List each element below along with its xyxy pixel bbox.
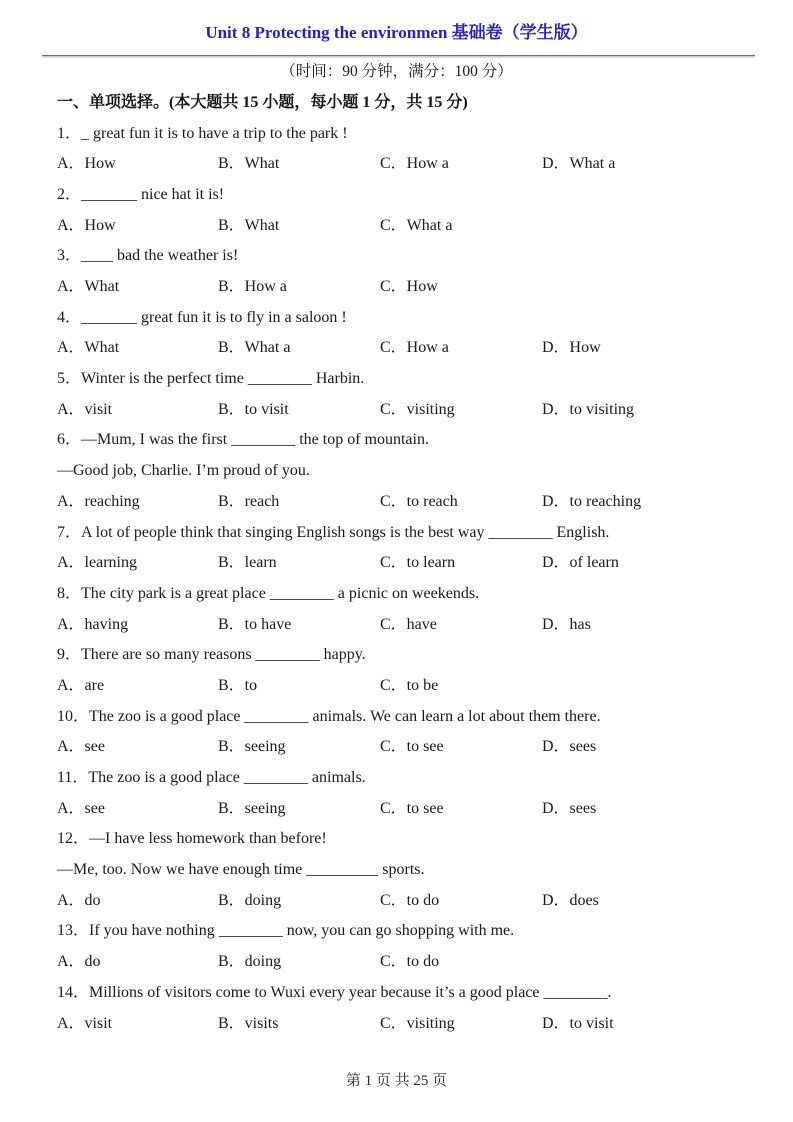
question-6-options — [57, 487, 755, 518]
question-7-option-b: B．learn — [218, 554, 277, 572]
question-13-text: 13．If you have nothing ________ now, you can go shopping with me. — [57, 922, 515, 940]
question-13-option-c: C．to do — [380, 953, 440, 971]
question-5 — [57, 364, 755, 425]
question-14-option-c: C．visiting — [380, 1014, 455, 1032]
question-4-option-d: D．How — [542, 339, 601, 357]
question-1-options — [57, 149, 755, 180]
question-11-option-b: B．seeing — [218, 799, 286, 817]
question-9-options — [57, 671, 755, 702]
question-3-text: 3．____ bad the weather is! — [57, 247, 239, 265]
question-6-option-d: D．to reaching — [542, 492, 642, 510]
question-9-text: 9．There are so many reasons ________ happy. — [57, 646, 366, 664]
question-14-option-a: A．visit — [57, 1014, 113, 1032]
question-4-option-b: B．What a — [218, 339, 291, 357]
question-9-option-c: C．to be — [380, 676, 439, 694]
question-14-option-b: B．visits — [218, 1014, 279, 1032]
question-1-option-c: C．How a — [380, 155, 449, 173]
question-5-option-b: B．to visit — [218, 400, 289, 418]
question-11-option-a: A．see — [57, 799, 105, 817]
question-9 — [57, 640, 755, 701]
question-8 — [57, 579, 755, 640]
question-9-option-a: A．are — [57, 676, 105, 694]
question-2 — [57, 180, 755, 241]
question-12-option-d: D．does — [542, 891, 599, 909]
question-1-option-a: A．How — [57, 155, 116, 173]
question-11-option-d: D．sees — [542, 799, 597, 817]
page-title: Unit 8 Protecting the environmen 基础卷（学生版） — [205, 23, 588, 42]
question-14 — [57, 978, 755, 1039]
question-13 — [57, 916, 755, 977]
question-7-option-d: D．of learn — [542, 554, 619, 572]
question-8-option-d: D．has — [542, 615, 591, 633]
question-10-text: 10．The zoo is a good place ________ animals. We can learn a lot about them there. — [57, 707, 601, 725]
question-2-option-c: C．What a — [380, 216, 453, 234]
question-10-options — [57, 732, 755, 763]
question-12-option-b: B．doing — [218, 891, 282, 909]
questions-list — [57, 119, 755, 1040]
question-9-option-b: B．to — [218, 676, 258, 694]
question-14-option-d: D．to visit — [542, 1014, 614, 1032]
question-8-text: 8．The city park is a great place ________ a picnic on weekends. — [57, 584, 480, 602]
question-4-option-c: C．How a — [380, 339, 449, 357]
question-10-option-d: D．sees — [542, 738, 597, 756]
question-12-option-a: A．do — [57, 891, 101, 909]
question-3 — [57, 241, 755, 302]
horizontal-rule — [42, 55, 755, 56]
question-1-text: 1．_ great fun it is to have a trip to the park ! — [57, 124, 348, 142]
question-1-option-b: B．What — [218, 155, 280, 173]
question-7-options — [57, 548, 755, 579]
question-4-text: 4．_______ great fun it is to fly in a saloon ! — [57, 308, 347, 326]
exam-meta-line: （时间：90 分钟，满分：100 分） — [280, 63, 513, 80]
section-heading: 一、单项选择。(本大题共 15 小题，每小题 1 分，共 15 分) — [57, 94, 468, 111]
question-4 — [57, 303, 755, 364]
page-number-footer: 第 1 页 共 25 页 — [345, 1073, 448, 1090]
question-11-option-c: C．to see — [380, 799, 444, 817]
question-11-options — [57, 794, 755, 825]
question-10-option-c: C．to see — [380, 738, 444, 756]
question-12-options — [57, 886, 755, 917]
question-2-text: 2．_______ nice hat it is! — [57, 185, 225, 203]
question-2-option-a: A．How — [57, 216, 116, 234]
question-4-option-a: A．What — [57, 339, 120, 357]
question-8-option-b: B．to have — [218, 615, 292, 633]
question-3-option-c: C．How — [380, 278, 438, 296]
question-3-option-a: A．What — [57, 278, 120, 296]
question-5-option-a: A．visit — [57, 400, 113, 418]
question-11 — [57, 763, 755, 824]
question-12 — [57, 824, 755, 916]
question-6-dialog-line-2: —Good job, Charlie. I’m proud of you. — [57, 462, 310, 480]
question-10-option-b: B．seeing — [218, 738, 286, 756]
question-12-dialog-line-2: —Me, too. Now we have enough time _________ sports. — [57, 861, 425, 879]
question-6-option-a: A．reaching — [57, 492, 140, 510]
question-14-text: 14．Millions of visitors come to Wuxi every year because it’s a good place ________. — [57, 983, 612, 1001]
question-2-option-b: B．What — [218, 216, 280, 234]
question-6-option-c: C．to reach — [380, 492, 458, 510]
question-13-option-b: B．doing — [218, 953, 282, 971]
question-1-option-d: D．What a — [542, 155, 616, 173]
question-2-options — [57, 211, 755, 242]
question-8-option-a: A．having — [57, 615, 129, 633]
question-7-option-c: C．to learn — [380, 554, 456, 572]
question-7-option-a: A．learning — [57, 554, 137, 572]
question-10 — [57, 702, 755, 763]
question-8-option-c: C．have — [380, 615, 437, 633]
question-14-options — [57, 1009, 755, 1040]
question-13-option-a: A．do — [57, 953, 101, 971]
question-12-option-c: C．to do — [380, 891, 440, 909]
question-8-options — [57, 610, 755, 641]
question-7 — [57, 518, 755, 579]
content-area — [0, 92, 793, 1039]
question-11-text: 11．The zoo is a good place ________ animals. — [57, 769, 366, 787]
question-12-text: 12．—I have less homework than before! — [57, 830, 327, 848]
question-5-options — [57, 395, 755, 426]
question-10-option-a: A．see — [57, 738, 105, 756]
question-5-option-d: D．to visiting — [542, 400, 635, 418]
question-3-options — [57, 272, 755, 303]
question-6-option-b: B．reach — [218, 492, 280, 510]
question-6 — [57, 425, 755, 517]
question-6-text: 6．—Mum, I was the first ________ the top of mountain. — [57, 431, 429, 449]
question-7-text: 7．A lot of people think that singing English songs is the best way ________ English. — [57, 523, 610, 541]
question-1 — [57, 119, 755, 180]
question-4-options — [57, 333, 755, 364]
question-13-options — [57, 947, 755, 978]
question-5-text: 5．Winter is the perfect time ________ Harbin. — [57, 370, 365, 388]
question-5-option-c: C．visiting — [380, 400, 455, 418]
question-3-option-b: B．How a — [218, 278, 287, 296]
